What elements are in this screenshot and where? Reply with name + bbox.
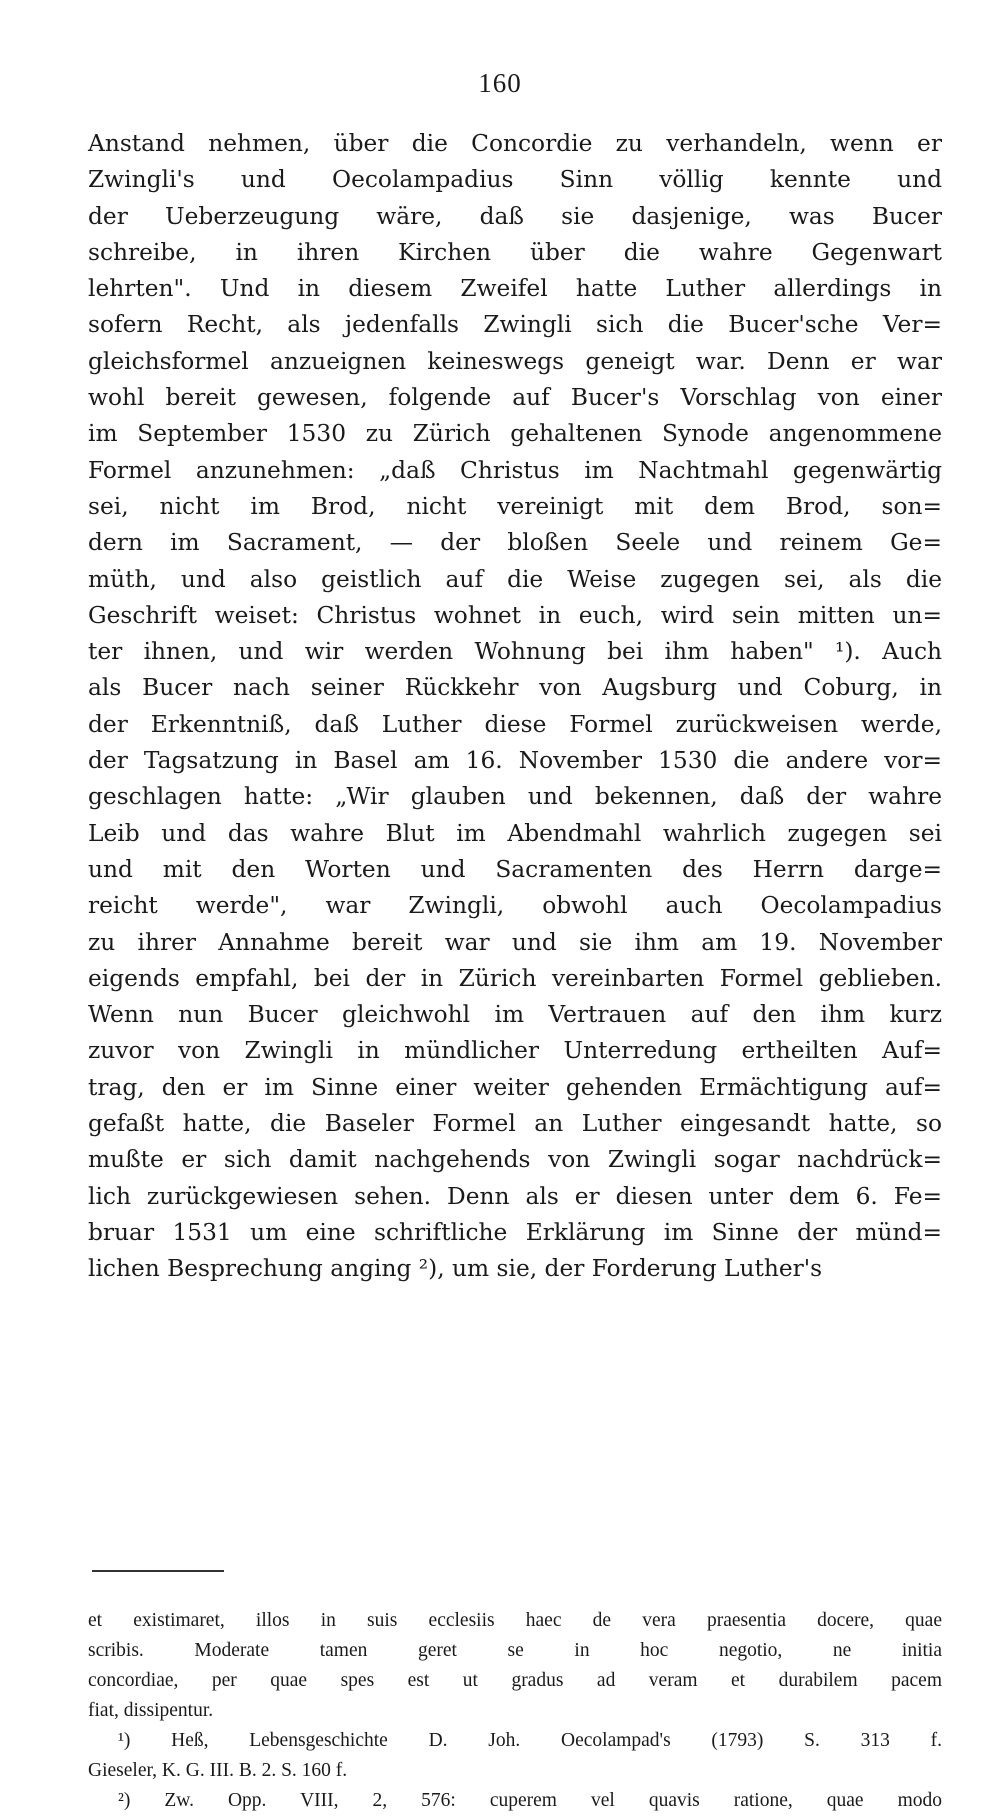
footnote-1-continued: Gieseler, K. G. III. B. 2. S. 160 f.	[88, 1760, 348, 1781]
body-line: zu ihrer Annahme bereit war und sie ihm am 19. November	[88, 928, 942, 956]
body-line: ter ihnen, und wir werden Wohnung bei ihm haben" ¹). Auch	[88, 638, 942, 666]
footnote-separator	[92, 1570, 224, 1572]
body-line: geschlagen hatte: „Wir glauben und bekennen, daß der wahre	[88, 783, 942, 811]
footnote-text: Zw. Opp. VIII, 2, 576: cuperem vel quavis ratione, quae modo	[164, 1790, 942, 1811]
body-line: lichen Besprechung anging ²), um sie, der Forderung Luther's	[88, 1255, 823, 1283]
body-line: und mit den Worten und Sacramenten des Herrn darge=	[88, 855, 942, 883]
body-line: Formel anzunehmen: „daß Christus im Nachtmahl gegenwärtig	[88, 456, 942, 484]
body-line: bruar 1531 um eine schriftliche Erklärung im Sinne der münd=	[88, 1218, 942, 1246]
body-line: Geschrift weiset: Christus wohnet in euch, wird sein mitten un=	[88, 601, 942, 629]
body-line: im September 1530 zu Zürich gehaltenen Synode angenommene	[88, 420, 942, 448]
body-line: sofern Recht, als jedenfalls Zwingli sich die Bucer'sche Ver=	[88, 311, 942, 339]
footnote-2	[88, 1786, 942, 1816]
footnotes	[88, 1606, 942, 1816]
page-number: 160	[478, 68, 522, 98]
body-line: wohl bereit gewesen, folgende auf Bucer's Vorschlag von einer	[88, 384, 942, 412]
body-line: zuvor von Zwingli in mündlicher Unterredung ertheilten Auf=	[88, 1037, 942, 1065]
footnote-continuation-line: et existimaret, illos in suis ecclesiis haec de vera praesentia docere, quae	[88, 1610, 942, 1631]
body-line: als Bucer nach seiner Rückkehr von Augsburg und Coburg, in	[88, 674, 942, 702]
footnote-continuation-line: concordiae, per quae spes est ut gradus ad veram et durabilem pacem	[88, 1670, 942, 1691]
footnote-1	[88, 1726, 942, 1756]
body-line: lich zurückgewiesen sehen. Denn als er diesen unter dem 6. Fe=	[88, 1182, 942, 1210]
footnote-marker: ¹)	[118, 1730, 131, 1751]
body-line: Zwingli's und Oecolampadius Sinn völlig kennte und	[88, 166, 942, 194]
body-line: Leib und das wahre Blut im Abendmahl wahrlich zugegen sei	[88, 819, 942, 847]
body-line: eigends empfahl, bei der in Zürich vereinbarten Formel geblieben.	[88, 964, 942, 992]
body-line: der Tagsatzung in Basel am 16. November 1530 die andere vor=	[88, 747, 942, 775]
body-line: trag, den er im Sinne einer weiter gehenden Ermächtigung auf=	[88, 1073, 942, 1101]
footnote-marker: ²)	[118, 1790, 131, 1811]
body-line: der Ueberzeugung wäre, daß sie dasjenige, was Bucer	[88, 202, 942, 230]
body-text	[88, 126, 942, 1288]
body-line: schreibe, in ihren Kirchen über die wahre Gegenwart	[88, 238, 942, 266]
footnote-continuation-line: fiat, dissipentur.	[88, 1700, 214, 1721]
body-line: sei, nicht im Brod, nicht vereinigt mit dem Brod, son=	[88, 492, 942, 520]
body-line: lehrten". Und in diesem Zweifel hatte Luther allerdings in	[88, 275, 942, 303]
body-line: Wenn nun Bucer gleichwohl im Vertrauen auf den ihm kurz	[88, 1001, 942, 1029]
body-line: Anstand nehmen, über die Concordie zu verhandeln, wenn er	[88, 130, 942, 157]
footnote-continuation-line: scribis. Moderate tamen geret se in hoc negotio, ne initia	[88, 1640, 942, 1661]
body-line: mußte er sich damit nachgehends von Zwingli sogar nachdrück=	[88, 1146, 942, 1174]
body-line: gefaßt hatte, die Baseler Formel an Luther eingesandt hatte, so	[88, 1110, 942, 1138]
footnote-text: Heß, Lebensgeschichte D. Joh. Oecolampad's (1793) S. 313 f.	[171, 1730, 943, 1751]
body-line: gleichsformel anzueignen keineswegs geneigt war. Denn er war	[88, 347, 942, 375]
body-line: der Erkenntniß, daß Luther diese Formel zurückweisen werde,	[88, 710, 942, 738]
body-line: dern im Sacrament, — der bloßen Seele und reinem Ge=	[88, 529, 942, 557]
body-line: reicht werde", war Zwingli, obwohl auch Oecolampadius	[88, 892, 942, 920]
body-line: müth, und also geistlich auf die Weise zugegen sei, als die	[88, 565, 942, 593]
